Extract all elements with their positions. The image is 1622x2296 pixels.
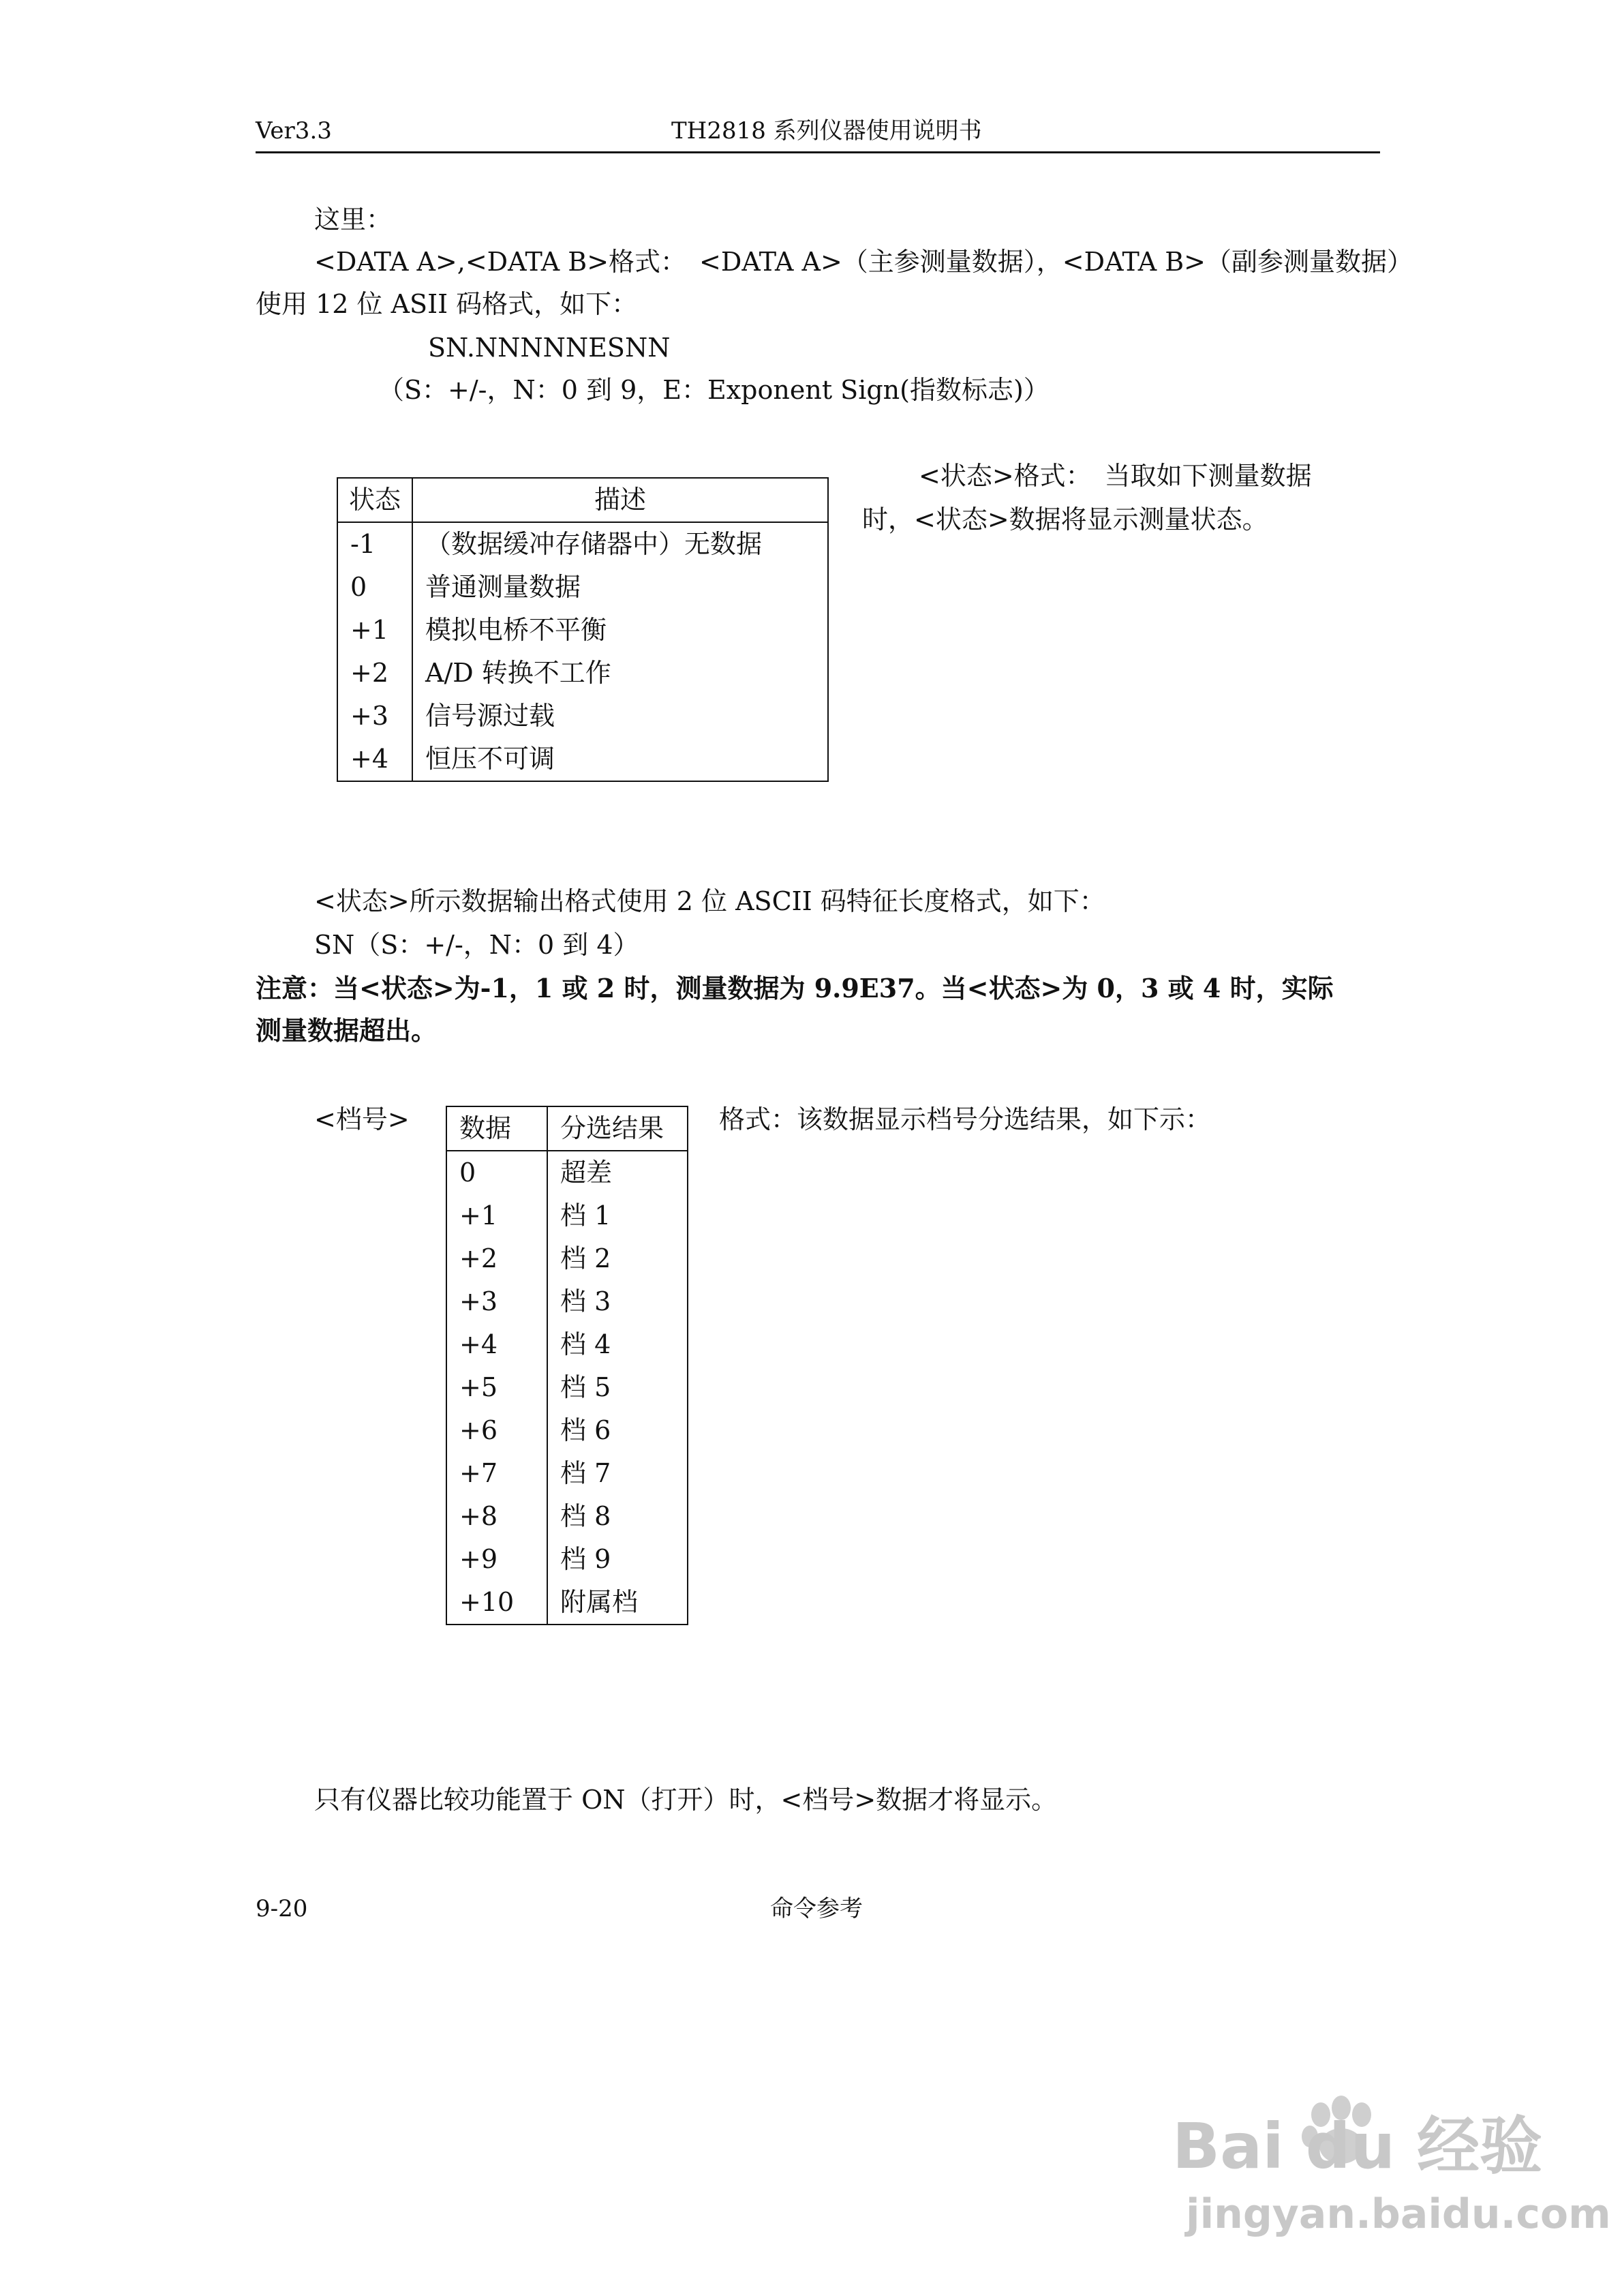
data-col-header: 数据 [446, 1106, 547, 1151]
bin-result: 附属档 [560, 1587, 639, 1617]
para-data-format: <DATA A>,<DATA B>格式： <DATA A>（主参测量数据），<DATA B>（副参测量数据） [314, 247, 1413, 277]
status-table [337, 477, 829, 782]
bin-data: +4 [446, 1323, 547, 1366]
bin-description: 格式：该数据显示档号分选结果，如下示： [719, 1104, 1212, 1134]
bin-result: 档 6 [560, 1415, 611, 1445]
bin-result: 档 7 [560, 1458, 611, 1488]
header-version: Ver3.3 [256, 117, 332, 145]
status-description: A/D 转换不工作 [425, 658, 611, 688]
format-code: SN.NNNNNESNN [428, 333, 671, 363]
result-col-header: 分选结果 [547, 1106, 688, 1151]
bin-data: 0 [446, 1151, 547, 1194]
format-note: （S：+/-，N：0 到 9，E：Exponent Sign(指数标志)） [378, 375, 1050, 405]
status-description: 信号源过载 [425, 701, 555, 731]
table-row [446, 1538, 688, 1581]
bin-data: +10 [446, 1581, 547, 1625]
para-ascii-format: 使用 12 位 ASII 码格式，如下： [256, 289, 638, 319]
bin-result: 超差 [560, 1158, 613, 1188]
note-line2: 测量数据超出。 [256, 1015, 438, 1046]
table-row [446, 1151, 688, 1194]
status-code: +3 [337, 695, 412, 738]
table-row [446, 1237, 688, 1280]
bin-data: +1 [446, 1194, 547, 1237]
status-description: 模拟电桥不平衡 [425, 615, 607, 645]
note-line1: 注意：当<状态>为-1，1 或 2 时，测量数据为 9.9E37。当<状态>为 0，3 或 4 时，实际 [256, 973, 1334, 1003]
status-code: -1 [337, 522, 412, 566]
status-desc-line2: 时，<状态>数据将显示测量状态。 [862, 504, 1268, 534]
bin-result: 档 5 [560, 1372, 611, 1402]
bin-data: +2 [446, 1237, 547, 1280]
header-title: TH2818 系列仪器使用说明书 [671, 117, 982, 145]
footer-page-number: 9-20 [256, 1895, 308, 1922]
status-description: 恒压不可调 [425, 744, 555, 774]
table-row [337, 695, 828, 738]
bin-data: +8 [446, 1495, 547, 1538]
table-row [337, 566, 828, 609]
table-row [446, 1194, 688, 1237]
bin-table [446, 1106, 688, 1625]
status-output-format: <状态>所示数据输出格式使用 2 位 ASCII 码特征长度格式，如下： [314, 886, 1105, 916]
bin-result: 档 3 [560, 1286, 611, 1316]
bin-data: +5 [446, 1366, 547, 1409]
para-here: 这里： [314, 205, 393, 235]
watermark-brand: Bai du 经验 [1172, 2110, 1543, 2183]
bin-data: +6 [446, 1409, 547, 1452]
status-code: +4 [337, 738, 412, 781]
table-row [446, 1581, 688, 1625]
bin-result: 档 2 [560, 1243, 611, 1273]
bin-table-header [446, 1106, 688, 1151]
footer-section: 命令参考 [770, 1895, 863, 1922]
bin-result: 档 1 [560, 1200, 611, 1230]
table-row [446, 1495, 688, 1538]
header-rule [256, 151, 1380, 153]
bin-result: 档 4 [560, 1329, 611, 1359]
table-row [446, 1280, 688, 1323]
bin-data: +9 [446, 1538, 547, 1581]
status-code: 0 [337, 566, 412, 609]
bin-label: <档号> [314, 1104, 410, 1134]
status-code: +2 [337, 652, 412, 695]
table-row [446, 1452, 688, 1495]
status-col-header: 状态 [337, 478, 412, 522]
final-note: 只有仪器比较功能置于 ON（打开）时，<档号>数据才将显示。 [314, 1785, 1058, 1815]
bin-data: +3 [446, 1280, 547, 1323]
table-row [446, 1409, 688, 1452]
bin-result: 档 9 [560, 1544, 611, 1574]
baidu-watermark [1159, 2072, 1611, 2277]
table-row [337, 652, 828, 695]
watermark-url: jingyan.baidu.com [1186, 2190, 1611, 2238]
status-description: （数据缓冲存储器中）无数据 [425, 529, 763, 559]
bin-data: +7 [446, 1452, 547, 1495]
status-sn: SN（S：+/-，N：0 到 4） [314, 930, 639, 960]
bin-result: 档 8 [560, 1501, 611, 1531]
table-row [446, 1323, 688, 1366]
status-desc-line1: <状态>格式： 当取如下测量数据 [919, 461, 1312, 491]
status-table-header [337, 478, 828, 522]
table-row [337, 738, 828, 781]
table-row [337, 522, 828, 566]
table-row [446, 1366, 688, 1409]
description-col-header: 描述 [412, 478, 828, 522]
table-row [337, 609, 828, 652]
status-code: +1 [337, 609, 412, 652]
status-description: 普通测量数据 [425, 572, 581, 602]
